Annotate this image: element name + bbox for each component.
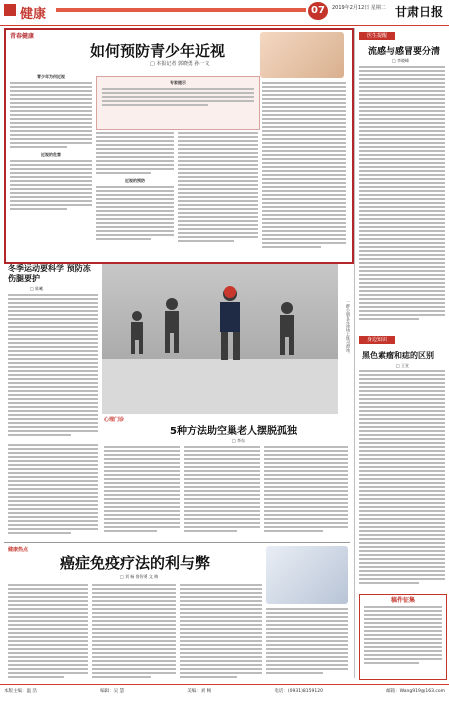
footer-item-copyedit: 编辑：吴 慧 <box>100 689 125 694</box>
section-tab <box>4 4 16 16</box>
cancer-illustration <box>266 546 348 604</box>
section-title: 健康 <box>20 7 47 22</box>
skating-photo <box>102 264 338 414</box>
sidebar-top-title: 流感与感冒要分清 <box>368 47 441 57</box>
sidebar-bottom-byline: □ 王宣 <box>396 363 410 368</box>
cancer-column-3 <box>180 584 262 678</box>
header-rule <box>0 25 449 26</box>
expert-tip-title: 专家提示 <box>170 80 186 85</box>
cancer-column-1 <box>8 584 88 678</box>
header <box>0 0 449 26</box>
cancer-byline: □ 刘 畅 鲁智勇 文 梅 <box>120 574 159 579</box>
notice-box <box>359 594 447 680</box>
feature-subhead-1: 青少年为何近视 <box>37 74 65 79</box>
feature-column-tag: 青春健康 <box>10 33 35 40</box>
notice-title: 稿件征集 <box>390 597 415 604</box>
footer-rule <box>0 684 449 685</box>
photo-caption: 一群小朋友在冰场上练习滑冰。 <box>346 300 351 356</box>
winter-body <box>8 294 98 440</box>
footer-item-email: 邮箱：Wang919@163.com <box>386 689 445 694</box>
page-number-badge: 07 <box>308 2 328 20</box>
feature-subhead-3: 近视的预防 <box>125 178 145 183</box>
feature-column-1 <box>10 74 92 256</box>
footer-bar <box>4 689 445 694</box>
date-line: 2019年2月12日 星期二 <box>332 5 386 11</box>
expert-tip-box <box>96 76 260 130</box>
cancer-top-rule <box>4 542 350 543</box>
skaters-illustration <box>102 264 338 414</box>
feature-headline: 如何预防青少年近视 <box>90 42 226 60</box>
header-red-band <box>56 8 306 12</box>
cancer-column-4 <box>266 608 348 678</box>
elder-column-tag: 心理门诊 <box>104 417 125 423</box>
sidebar-bottom-body <box>359 370 445 588</box>
winter-byline: □ 陈曦 <box>30 286 44 291</box>
sidebar-top-byline: □ 李晓峰 <box>392 58 410 63</box>
footer-item-phone: 电话：(0931)8159120 <box>274 689 323 694</box>
feature-column-2 <box>96 132 174 256</box>
footer-item-editor: 本版主编：温 浩 <box>4 689 37 694</box>
sidebar-divider <box>354 28 355 678</box>
sidebar-top-body <box>359 66 445 328</box>
cancer-column-tag: 健康热点 <box>8 547 29 553</box>
feature-column-4 <box>262 82 346 256</box>
cancer-column-2 <box>92 584 176 678</box>
elder-column-1 <box>104 446 180 536</box>
winter-headline: 冬季运动要科学 预防冻伤腿要护 <box>8 264 91 283</box>
feature-illustration <box>260 32 344 78</box>
elder-byline: □ 李东 <box>232 438 246 443</box>
elder-headline: 5种方法助空巢老人摆脱孤独 <box>170 426 297 437</box>
feature-subhead-2: 近视的危害 <box>41 152 61 157</box>
elder-column-3 <box>264 446 348 536</box>
footer-item-design: 美编：刘 畅 <box>187 689 212 694</box>
feature-column-3 <box>178 132 258 256</box>
winter-body-continued <box>8 444 98 540</box>
feature-byline: □ 本报记者 郭晓勇 孙一文 <box>150 61 210 67</box>
masthead: 甘肃日报 <box>395 5 444 19</box>
sidebar-bottom-title: 黑色素瘤和痣的区别 <box>362 351 434 360</box>
elder-column-2 <box>184 446 260 536</box>
cancer-headline: 癌症免疫疗法的利与弊 <box>60 554 211 572</box>
sidebar-bottom-tag: 身边知识 <box>359 336 395 344</box>
sidebar-top-tag: 医生提醒 <box>359 32 395 40</box>
